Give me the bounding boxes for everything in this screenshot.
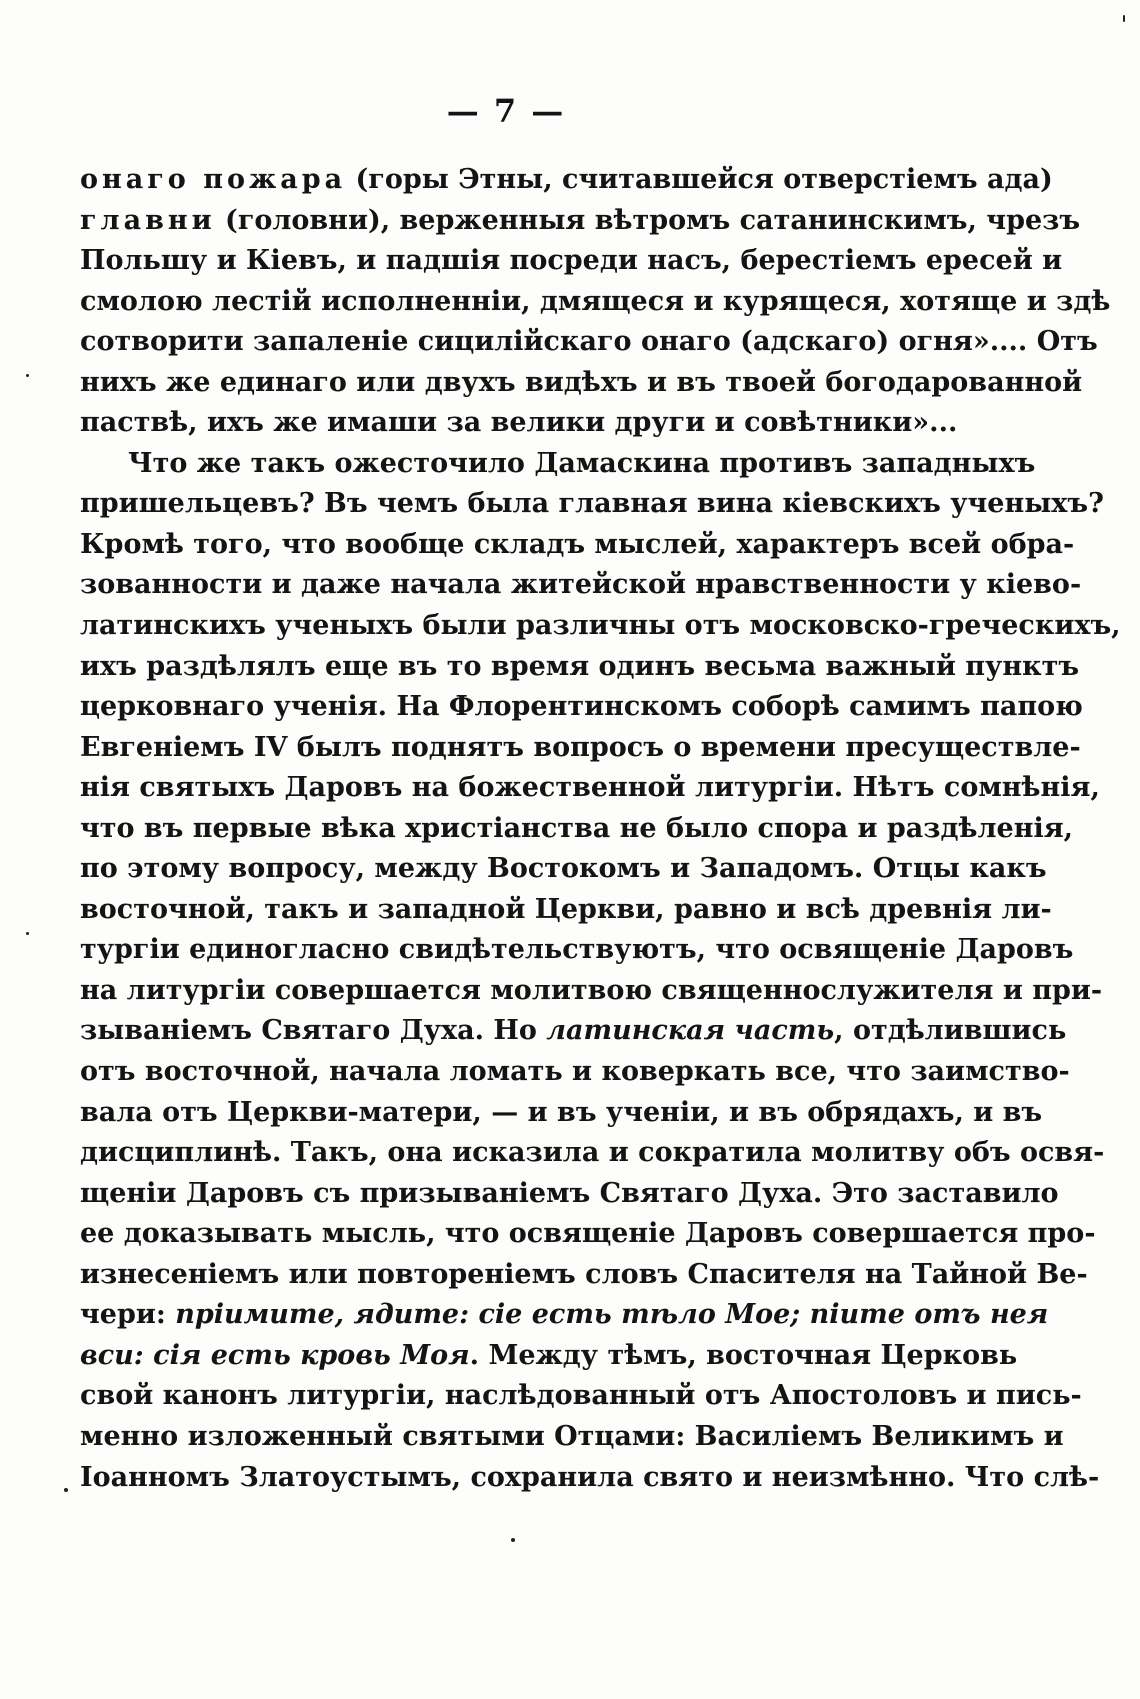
text-line: отъ восточной, начала ломать и коверкать все, что заимство- (80, 1056, 1070, 1088)
text-line: свой канонъ литургіи, наслѣдованный отъ Апостоловъ и пись- (80, 1380, 1082, 1412)
text-line: Евгеніемъ IV былъ поднятъ вопросъ о времени пресуществле- (80, 731, 1081, 763)
text-line: восточной, такъ и западной Церкви, равно и всѣ древнія ли- (80, 893, 1052, 925)
spaced-phrase: главни (80, 204, 216, 236)
scan-speck (1123, 15, 1125, 22)
italic-phrase: вси: сія есть кровь Моя (80, 1339, 470, 1371)
text-line (80, 201, 1081, 242)
text-line: по этому вопросу, между Востокомъ и Западомъ. Отцы какъ (80, 853, 1047, 885)
text-line (80, 1295, 1049, 1336)
text-line: тургіи единогласно свидѣтельствуютъ, что освященіе Даровъ (80, 934, 1074, 966)
text-line: пришельцевъ? Въ чемъ была главная вина кіевскихъ ученыхъ? (80, 488, 1104, 520)
body-text (80, 160, 1121, 1498)
text-line: щеніи Даровъ съ призываніемъ Святаго Духа. Это заставило (80, 1177, 1059, 1209)
text-line: ее доказывать мысль, что освященіе Даровъ совершается про- (80, 1218, 1096, 1250)
text-line: менно изложенный святыми Отцами: Василіемъ Великимъ и (80, 1420, 1064, 1452)
text-span: зываніемъ Святаго Духа. Но (80, 1015, 547, 1047)
text-line: смолою лестій исполненніи, дмящеся и курящеся, хотяще и здѣ (80, 285, 1111, 317)
scan-speck (64, 1488, 68, 1492)
page-number: — 7 — (446, 92, 566, 130)
text-line (80, 1011, 1067, 1052)
text-line: Іоанномъ Златоустымъ, сохранила свято и неизмѣнно. Что слѣ- (80, 1461, 1100, 1493)
text-span: . Между тѣмъ, восточная Церковь (469, 1339, 1018, 1371)
text-line: Кромѣ того, что вообще складъ мыслей, характеръ всей обра- (80, 528, 1075, 560)
text-line: сотворити запаленіе сицилійскаго онаго (адскаго) огня».... Отъ (80, 326, 1098, 358)
text-span: чери: (80, 1299, 176, 1331)
text-span: (головни), верженныя вѣтромъ сатанинскимъ, чрезъ (215, 204, 1081, 236)
text-line (80, 1336, 1018, 1377)
text-line: Что же такъ ожесточило Дамаскина противъ западныхъ (128, 447, 1036, 479)
text-line: что въ первые вѣка христіанства не было спора и раздѣленія, (80, 812, 1074, 844)
text-line: нихъ же единаго или двухъ видѣхъ и въ твоей богодарованной (80, 366, 1083, 398)
scan-speck (511, 1538, 515, 1542)
text-line (80, 160, 1053, 201)
text-line: ихъ раздѣлялъ еще въ то время одинъ весьма важный пунктъ (80, 650, 1080, 682)
text-line: латинскихъ ученыхъ были различны отъ московско-греческихъ, (80, 610, 1121, 642)
text-span: , отдѣлившись (834, 1015, 1067, 1047)
text-line: Польшу и Кіевъ, и падшія посреди насъ, берестіемъ ересей и (80, 245, 1063, 277)
text-line: на литургіи совершается молитвою священнослужителя и при- (80, 974, 1103, 1006)
text-line: нія святыхъ Даровъ на божественной литургіи. Нѣтъ сомнѣнія, (80, 772, 1100, 804)
text-line: дисциплинѣ. Такъ, она исказила и сократила молитву объ освя- (80, 1137, 1105, 1169)
italic-phrase: латинская часть (546, 1015, 835, 1047)
text-span: (горы Этны, считавшейся отверстіемъ ада) (346, 164, 1053, 195)
scan-speck (26, 932, 29, 935)
text-line: зованности и даже начала житейской нравственности у кіево- (80, 569, 1082, 601)
text-line: вала отъ Церкви-матери, — и въ ученіи, и въ обрядахъ, и въ (80, 1096, 1043, 1128)
spaced-phrase: онаго пожара (80, 164, 347, 195)
text-line: церковнаго ученія. На Флорентинскомъ соборѣ самимъ папою (80, 691, 1083, 723)
italic-phrase: пріимите, ядите: сіе есть тѣло Мое; піите отъ нея (175, 1299, 1049, 1331)
scan-speck (26, 374, 29, 377)
text-line: изнесеніемъ или повтореніемъ словъ Спасителя на Тайной Ве- (80, 1258, 1088, 1290)
text-line: паствѣ, ихъ же имаши за велики други и совѣтники»... (80, 407, 958, 439)
